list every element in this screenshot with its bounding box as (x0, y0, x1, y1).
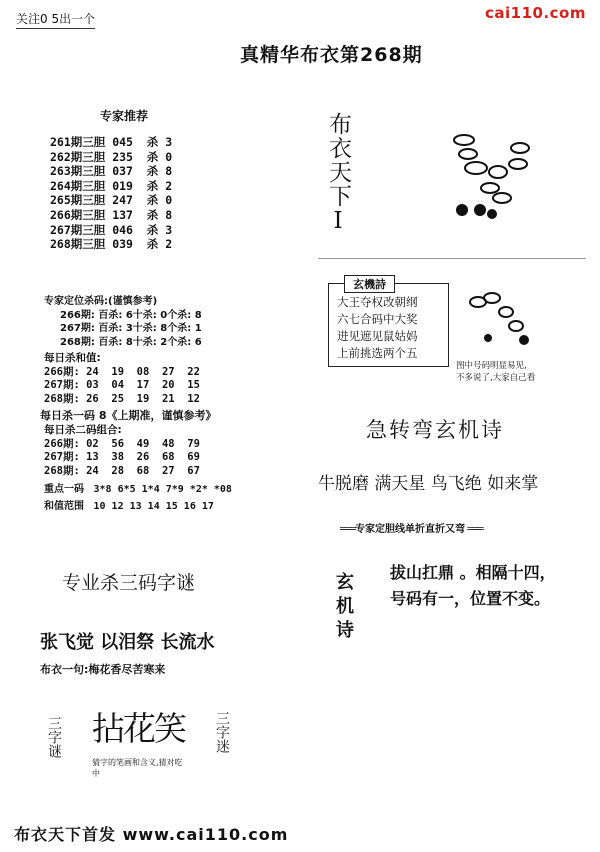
sum-range-line (44, 500, 214, 514)
bead (474, 204, 486, 216)
sum-kill-row: 268期: 26 25 19 21 12 (44, 392, 200, 405)
chain-link (499, 307, 513, 317)
sum-kill-row: 266期: 24 19 08 27 22 (44, 365, 200, 378)
poem-title: 玄機詩 (344, 275, 395, 293)
chain-link (454, 135, 474, 145)
sum-kill-heading: 每日杀和值: (44, 352, 101, 364)
chain-link (481, 183, 499, 193)
poem-box (328, 283, 449, 367)
bead (484, 334, 492, 342)
poem-line: 上前挑选两个五 (337, 346, 418, 360)
riddle-calligraphy: 拈花笑 (92, 709, 185, 748)
kill-two-heading: 每日杀二码组合: (44, 424, 122, 436)
chain-link (465, 162, 487, 174)
riddle-heading: 专业杀三码字谜 (62, 572, 196, 594)
expert-rows (50, 135, 172, 252)
sum-kill (44, 352, 200, 406)
chain-link (509, 159, 527, 169)
kill-two-row: 268期: 24 28 68 27 67 (44, 464, 200, 477)
sum-kill-row: 267期: 03 04 17 20 15 (44, 379, 200, 391)
chain-link (511, 143, 529, 153)
kill-one: 每日杀一码 8《上期准，谨慎参考》 (40, 409, 217, 422)
xuanji-line: 号码有一，位置不变。 (390, 589, 551, 608)
position-kill-row: 268期: 百杀: 8十杀: 2个杀: 6 (60, 336, 202, 348)
focus-value: 3*8 6*5 1*4 7*9 *2* *08 (93, 484, 232, 495)
xuanji-line: 拔山扛鼎 。相隔十四， (390, 563, 556, 582)
bead (519, 335, 529, 345)
chain-link (459, 149, 477, 159)
chain-link (489, 166, 507, 178)
chain-chart-small (462, 290, 542, 352)
focus-line (44, 483, 232, 497)
sum-range-label: 和值范围 (44, 501, 84, 512)
focus-label: 重点一码 (44, 484, 84, 495)
kill-two (44, 424, 200, 478)
position-kill-row: 267期: 百杀: 3十杀: 8个杀: 1 (60, 323, 202, 334)
brand-logo[interactable]: cai110.com (485, 4, 586, 22)
riddle-side-left: 三字谜 (46, 716, 62, 758)
kill-two-row: 267期: 13 38 26 68 69 (44, 451, 200, 463)
position-kill-row: 266期: 百杀: 6十杀: 0个杀: 8 (60, 309, 202, 321)
footer-text: 布衣天下首发 www.cai110.com (14, 825, 289, 844)
chain-link (509, 321, 523, 331)
riddle-side-right: 三字迷 (214, 711, 230, 753)
position-kill-heading: 专家定位杀码:(谨慎参考) (44, 296, 158, 307)
chart-note-line: 不多说了,大家自己看 (456, 373, 536, 383)
poem-line: 大王夺权改朝纲 (337, 295, 418, 309)
riddle-phrases: 牛脱磨 满天星 鸟飞绝 如来掌 (318, 474, 539, 494)
sum-range-value: 10 12 13 14 15 16 17 (93, 501, 214, 512)
bu-yi-vertical-title: 布衣天下Ⅰ (325, 112, 351, 235)
expert-row: 264期三胆 019 杀 2 (50, 178, 173, 193)
divider-line (318, 258, 586, 259)
chain-chart-top (440, 130, 540, 225)
xuanji-text (390, 560, 556, 612)
chart-note (456, 360, 535, 384)
chart-note-line: 图中号码明显易见, (456, 361, 527, 371)
jizhuan-title: 急转弯玄机诗 (366, 418, 504, 442)
riddle-note: 猜字的笔画和含义,猜对吃中 (92, 758, 183, 778)
chain-link (493, 193, 511, 203)
expert-row: 261期三胆 045 杀 3 (50, 135, 173, 149)
riddle-line1: 张飞觉 以泪祭 长流水 (40, 632, 215, 653)
expert-row: 266期三胆 137 杀 8 (50, 207, 173, 222)
riddle-line2: 布衣一句:梅花香尽苦寒来 (40, 663, 166, 676)
follow-text: 关注0 5出一个 (16, 10, 95, 29)
divider-label: 专家定胆线单折直折又弯 (355, 524, 466, 535)
xuanji-vertical: 玄机诗 (333, 572, 354, 644)
expert-row: 267期三胆 046 杀 3 (50, 222, 173, 237)
poem-line: 进见遮见鼠姑妈 (337, 329, 418, 343)
chain-link (484, 293, 500, 303)
expert-row: 268期三胆 039 杀 2 (50, 237, 173, 252)
position-kill (44, 295, 202, 349)
poem-line: 六七合码中大奖 (337, 312, 418, 326)
bead (456, 204, 468, 216)
bead (487, 209, 497, 219)
expert-row: 265期三胆 247 杀 0 (50, 193, 173, 208)
expert-row: 263期三胆 037 杀 8 (50, 164, 173, 179)
expert-divider-text: ═══专家定胆线单折直折又弯 ═══ (340, 524, 483, 535)
kill-two-row: 266期: 02 56 49 48 79 (44, 437, 200, 450)
expert-row: 262期三胆 235 杀 0 (50, 149, 173, 164)
expert-heading: 专家推荐 (100, 109, 149, 123)
page-title: 真精华布衣第268期 (240, 44, 423, 66)
